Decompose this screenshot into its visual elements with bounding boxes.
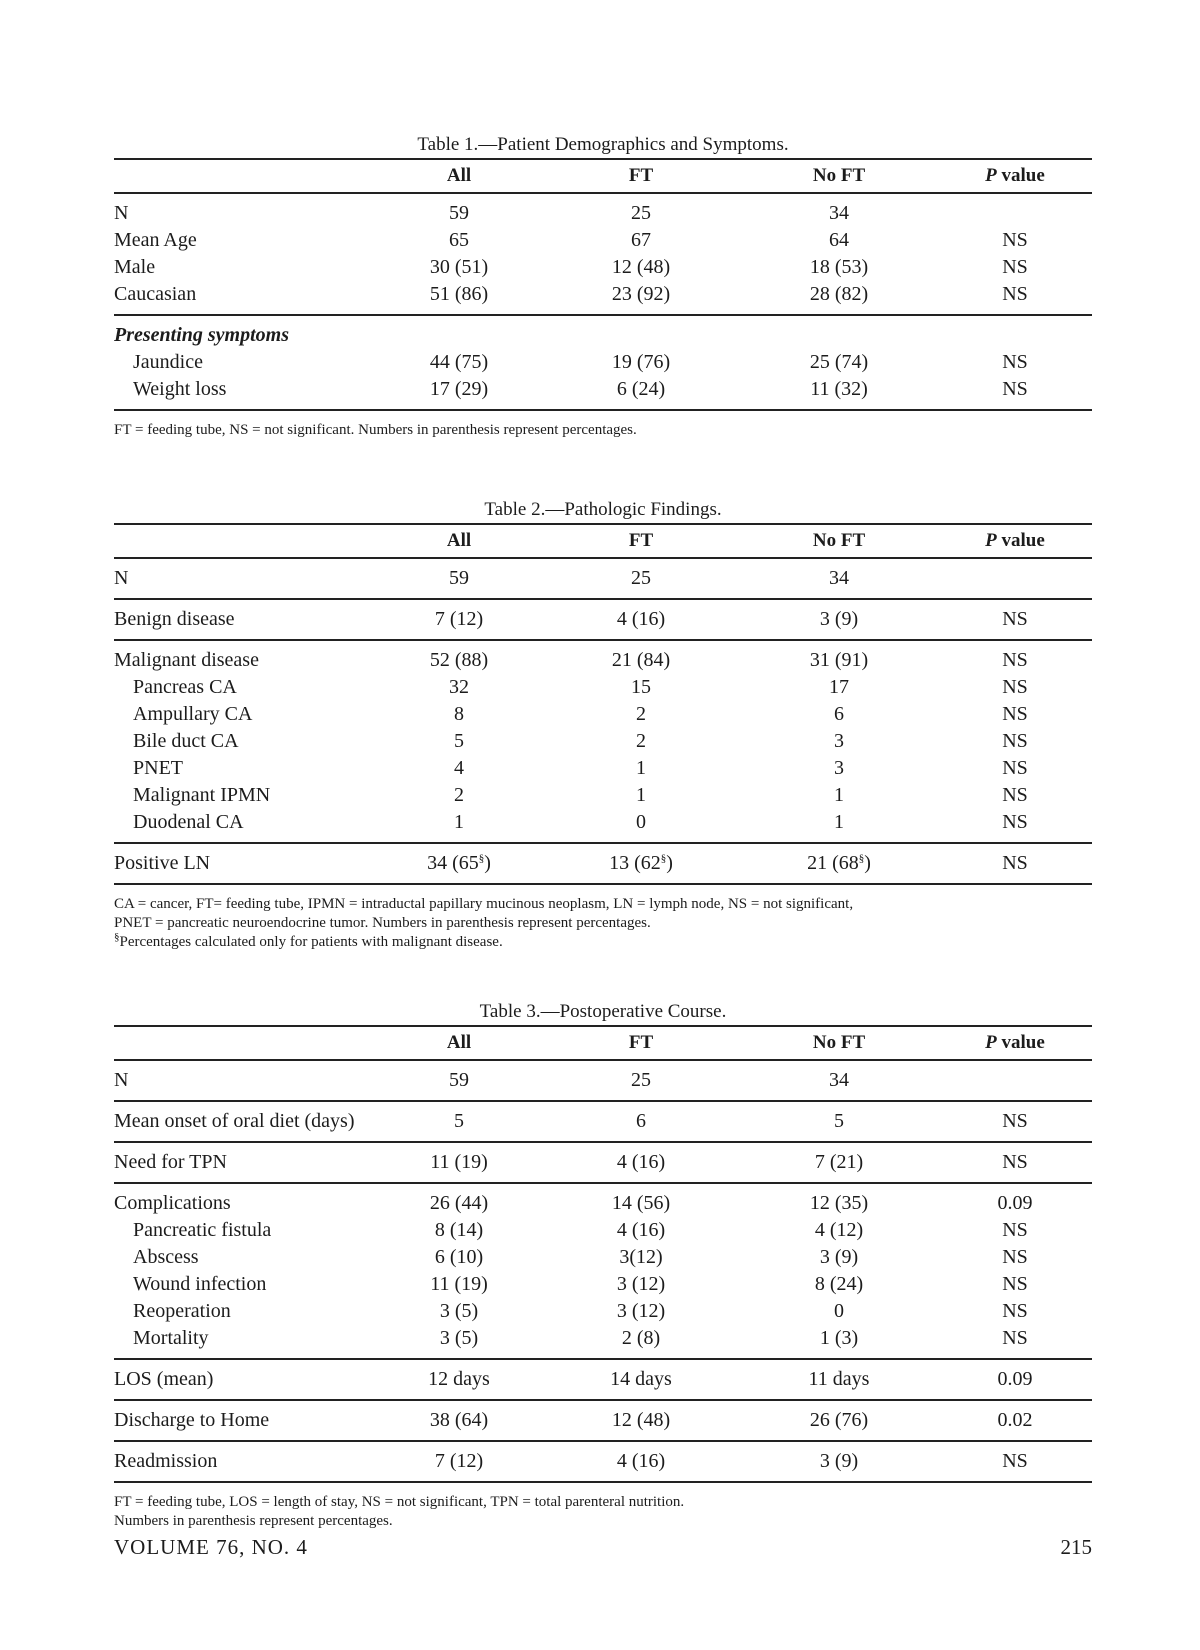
cell-p: NS xyxy=(938,1142,1092,1183)
page-number: 215 xyxy=(1060,1535,1092,1559)
cell-p xyxy=(938,193,1092,227)
cell-all: 11 (19) xyxy=(430,1273,488,1295)
table-row xyxy=(114,376,1092,410)
cell-noft: 8 (24) xyxy=(814,1273,864,1295)
cell-ft: 2 (8) xyxy=(621,1327,661,1349)
cell-p: NS xyxy=(938,640,1092,674)
footnote-line: FT = feeding tube, LOS = length of stay, NS = not significant, TPN = total parenteral nutrition. xyxy=(114,1494,685,1510)
cell-p: 0.09 xyxy=(938,1359,1092,1400)
cell-noft: 12 (35) xyxy=(740,1183,938,1217)
cell-noft: 5 xyxy=(740,1101,938,1142)
cell-ft: 1 xyxy=(636,757,646,779)
cell-ft: 2 xyxy=(636,730,646,752)
cell-ft: 19 (76) xyxy=(611,351,671,373)
row-label: Mean Age xyxy=(114,229,197,251)
cell-ft: 1 xyxy=(636,784,646,806)
cell-noft: 28 (82) xyxy=(809,283,869,305)
cell-ft: 4 (16) xyxy=(616,1219,666,1241)
header-pvalue: P value xyxy=(938,1026,1092,1060)
header-pvalue: P value xyxy=(938,159,1092,193)
table-row xyxy=(114,701,1092,728)
cell-all: 1 xyxy=(454,811,464,833)
table-row xyxy=(114,809,1092,843)
cell-all: 17 (29) xyxy=(376,376,542,410)
cell-all: 6 (10) xyxy=(434,1246,484,1268)
footnote-line: §Percentages calculated only for patients with malignant disease. xyxy=(114,931,503,950)
table-3 xyxy=(114,999,1092,1531)
cell-all: 26 (44) xyxy=(376,1183,542,1217)
cell-noft: 34 xyxy=(829,202,849,224)
cell-p: NS xyxy=(1002,229,1028,251)
cell-ft: 25 xyxy=(631,567,651,589)
cell-ft: 2 xyxy=(636,703,646,725)
cell-p: NS xyxy=(1002,351,1028,373)
cell-all: 38 (64) xyxy=(376,1400,542,1441)
row-label: Positive LN xyxy=(114,843,376,884)
cell-all: 52 (88) xyxy=(376,640,542,674)
table-row xyxy=(114,1244,1092,1271)
cell-ft: 6 xyxy=(542,1101,740,1142)
row-label: Mean onset of oral diet (days) xyxy=(114,1101,376,1142)
row-label: N xyxy=(114,567,129,589)
footnote-line: PNET = pancreatic neuroendocrine tumor. Numbers in parenthesis represent percentages. xyxy=(114,915,651,931)
cell-noft: 1 xyxy=(834,784,844,806)
row-label: Weight loss xyxy=(114,376,376,410)
row-label: Discharge to Home xyxy=(114,1400,376,1441)
table-header-row xyxy=(114,1026,1092,1060)
row-label: Male xyxy=(114,256,156,278)
footnote-line: Numbers in parenthesis represent percentages. xyxy=(114,1513,393,1529)
table-row xyxy=(114,1060,1092,1101)
cell-all: 2 xyxy=(454,784,464,806)
cell-noft: 7 (21) xyxy=(740,1142,938,1183)
row-label: Complications xyxy=(114,1183,376,1217)
cell-p: NS xyxy=(1002,703,1028,725)
cell-ft: 67 xyxy=(631,229,651,251)
cell-all: 5 xyxy=(376,1101,542,1142)
header-noft: No FT xyxy=(740,159,938,193)
table-row xyxy=(114,1359,1092,1400)
table-row xyxy=(114,254,1092,281)
cell-all: 8 (14) xyxy=(434,1219,484,1241)
cell-p: NS xyxy=(938,1441,1092,1482)
table-row xyxy=(114,843,1092,884)
row-label: N xyxy=(114,1069,129,1091)
cell-noft: 0 xyxy=(834,1300,844,1322)
row-label: Duodenal CA xyxy=(133,811,244,833)
cell-all: 12 days xyxy=(376,1359,542,1400)
cell-all: 51 (86) xyxy=(429,283,489,305)
header-label xyxy=(114,524,376,558)
footnote-line: CA = cancer, FT= feeding tube, IPMN = intraductal papillary mucinous neoplasm, LN = lymph node, NS = not significant, xyxy=(114,896,854,912)
header-ft: FT xyxy=(542,524,740,558)
cell-noft: 34 xyxy=(829,1069,849,1091)
table-row xyxy=(114,1101,1092,1142)
cell-noft: 3 xyxy=(834,730,844,752)
cell-all: 3 (5) xyxy=(439,1327,479,1349)
row-label: Readmission xyxy=(114,1441,376,1482)
cell-ft: 4 (16) xyxy=(542,1142,740,1183)
section-heading-row xyxy=(114,315,1092,349)
cell-noft: 17 xyxy=(829,676,849,698)
table-row xyxy=(114,1183,1092,1217)
header-all: All xyxy=(376,159,542,193)
table-row xyxy=(114,227,1092,254)
header-noft: No FT xyxy=(740,1026,938,1060)
header-all: All xyxy=(376,524,542,558)
cell-ft: 13 (62§) xyxy=(542,843,740,884)
row-label: Ampullary CA xyxy=(133,703,253,725)
cell-all: 5 xyxy=(454,730,464,752)
table-2 xyxy=(114,497,1092,952)
cell-p: NS xyxy=(1002,1300,1028,1322)
cell-p: NS xyxy=(1002,757,1028,779)
row-label: Malignant IPMN xyxy=(133,784,271,806)
row-label: Caucasian xyxy=(114,283,197,305)
table-row xyxy=(114,728,1092,755)
cell-noft: 34 xyxy=(829,567,849,589)
section-heading: Presenting symptoms xyxy=(114,315,1092,349)
row-label: LOS (mean) xyxy=(114,1359,376,1400)
cell-noft: 1 (3) xyxy=(819,1327,859,1349)
table-row xyxy=(114,674,1092,701)
cell-p: NS xyxy=(938,843,1092,884)
table-row xyxy=(114,193,1092,227)
cell-noft: 64 xyxy=(829,229,849,251)
cell-noft: 25 (74) xyxy=(809,351,869,373)
cell-p: NS xyxy=(1002,1246,1028,1268)
cell-ft: 0 xyxy=(636,811,646,833)
header-label xyxy=(114,159,376,193)
header-pvalue: P value xyxy=(938,524,1092,558)
cell-all: 34 (65§) xyxy=(376,843,542,884)
table-row xyxy=(114,349,1092,376)
table-row xyxy=(114,1217,1092,1244)
page-footer xyxy=(114,1535,1092,1560)
table-row xyxy=(114,1441,1092,1482)
table-2-caption: Table 2.—Pathologic Findings. xyxy=(484,499,722,520)
cell-ft: 4 (16) xyxy=(542,1441,740,1482)
cell-ft: 4 (16) xyxy=(542,599,740,640)
row-label: Benign disease xyxy=(114,599,376,640)
cell-p: NS xyxy=(1002,811,1028,833)
cell-ft: 25 xyxy=(631,202,651,224)
cell-all: 65 xyxy=(449,229,469,251)
cell-noft: 3 (9) xyxy=(819,1246,859,1268)
cell-ft: 14 (56) xyxy=(542,1183,740,1217)
row-label: Malignant disease xyxy=(114,640,376,674)
table-1-grid xyxy=(114,158,1092,411)
cell-p: NS xyxy=(1002,1327,1028,1349)
cell-p xyxy=(938,558,1092,599)
cell-p: NS xyxy=(938,1101,1092,1142)
table-row xyxy=(114,1298,1092,1325)
cell-p: NS xyxy=(1002,676,1028,698)
header-all: All xyxy=(376,1026,542,1060)
cell-noft: 31 (91) xyxy=(740,640,938,674)
row-label: Mortality xyxy=(133,1327,209,1349)
row-label: Pancreatic fistula xyxy=(133,1219,272,1241)
row-label: Need for TPN xyxy=(114,1142,376,1183)
row-label: Bile duct CA xyxy=(133,730,239,752)
cell-p: NS xyxy=(1002,730,1028,752)
row-label: Jaundice xyxy=(133,351,203,373)
cell-ft: 6 (24) xyxy=(542,376,740,410)
header-noft: No FT xyxy=(740,524,938,558)
row-label: Reoperation xyxy=(133,1300,231,1322)
table-1-caption: Table 1.—Patient Demographics and Symptoms. xyxy=(417,134,789,155)
table-1 xyxy=(114,132,1092,440)
cell-noft: 21 (68§) xyxy=(740,843,938,884)
cell-ft: 12 (48) xyxy=(542,1400,740,1441)
cell-ft: 25 xyxy=(631,1069,651,1091)
cell-noft: 18 (53) xyxy=(809,256,869,278)
cell-all: 59 xyxy=(449,202,469,224)
cell-ft: 12 (48) xyxy=(611,256,671,278)
cell-all: 59 xyxy=(449,1069,469,1091)
cell-all: 32 xyxy=(449,676,469,698)
table-row xyxy=(114,1271,1092,1298)
cell-noft: 3 xyxy=(834,757,844,779)
cell-noft: 6 xyxy=(834,703,844,725)
cell-p: NS xyxy=(1002,256,1028,278)
cell-ft: 3(12) xyxy=(619,1246,663,1268)
row-label: Wound infection xyxy=(133,1273,267,1295)
cell-p xyxy=(938,1060,1092,1101)
cell-noft: 26 (76) xyxy=(740,1400,938,1441)
cell-noft: 3 (9) xyxy=(740,599,938,640)
table-3-caption: Table 3.—Postoperative Course. xyxy=(479,1001,727,1022)
cell-p: NS xyxy=(1002,784,1028,806)
table-2-grid xyxy=(114,523,1092,885)
table-header-row xyxy=(114,159,1092,193)
table-row xyxy=(114,1325,1092,1359)
cell-all: 3 (5) xyxy=(439,1300,479,1322)
cell-p: NS xyxy=(938,599,1092,640)
cell-all: 44 (75) xyxy=(429,351,489,373)
cell-noft: 4 (12) xyxy=(814,1219,864,1241)
table-row xyxy=(114,1400,1092,1441)
cell-p: NS xyxy=(938,376,1092,410)
cell-all: 7 (12) xyxy=(376,599,542,640)
cell-p: 0.02 xyxy=(938,1400,1092,1441)
table-3-grid xyxy=(114,1025,1092,1483)
table-row xyxy=(114,1142,1092,1183)
row-label: Abscess xyxy=(133,1246,199,1268)
row-label: Pancreas CA xyxy=(133,676,237,698)
table-3-footnote xyxy=(114,1493,1092,1531)
cell-p: NS xyxy=(1002,283,1028,305)
table-row xyxy=(114,640,1092,674)
cell-ft: 14 days xyxy=(542,1359,740,1400)
table-1-footnote: FT = feeding tube, NS = not significant. Numbers in parenthesis represent percentages. xyxy=(114,422,637,438)
cell-p: 0.09 xyxy=(938,1183,1092,1217)
cell-noft: 1 xyxy=(834,811,844,833)
cell-all: 59 xyxy=(449,567,469,589)
header-label xyxy=(114,1026,376,1060)
table-header-row xyxy=(114,524,1092,558)
table-2-footnote xyxy=(114,895,1092,952)
table-row xyxy=(114,558,1092,599)
cell-noft: 11 (32) xyxy=(740,376,938,410)
cell-all: 11 (19) xyxy=(376,1142,542,1183)
header-ft: FT xyxy=(542,159,740,193)
cell-p: NS xyxy=(1002,1219,1028,1241)
header-ft: FT xyxy=(542,1026,740,1060)
cell-ft: 3 (12) xyxy=(616,1273,666,1295)
journal-volume: VOLUME 76, NO. 4 xyxy=(114,1535,308,1559)
table-row xyxy=(114,281,1092,315)
cell-p: NS xyxy=(1002,1273,1028,1295)
cell-all: 7 (12) xyxy=(376,1441,542,1482)
table-row xyxy=(114,599,1092,640)
row-label: PNET xyxy=(133,757,183,779)
cell-all: 30 (51) xyxy=(429,256,489,278)
cell-noft: 11 days xyxy=(740,1359,938,1400)
cell-ft: 21 (84) xyxy=(542,640,740,674)
cell-all: 4 xyxy=(454,757,464,779)
cell-ft: 15 xyxy=(631,676,651,698)
table-row xyxy=(114,782,1092,809)
cell-ft: 23 (92) xyxy=(611,283,671,305)
table-row xyxy=(114,755,1092,782)
cell-all: 8 xyxy=(454,703,464,725)
cell-ft: 3 (12) xyxy=(616,1300,666,1322)
row-label: N xyxy=(114,202,129,224)
cell-noft: 3 (9) xyxy=(740,1441,938,1482)
